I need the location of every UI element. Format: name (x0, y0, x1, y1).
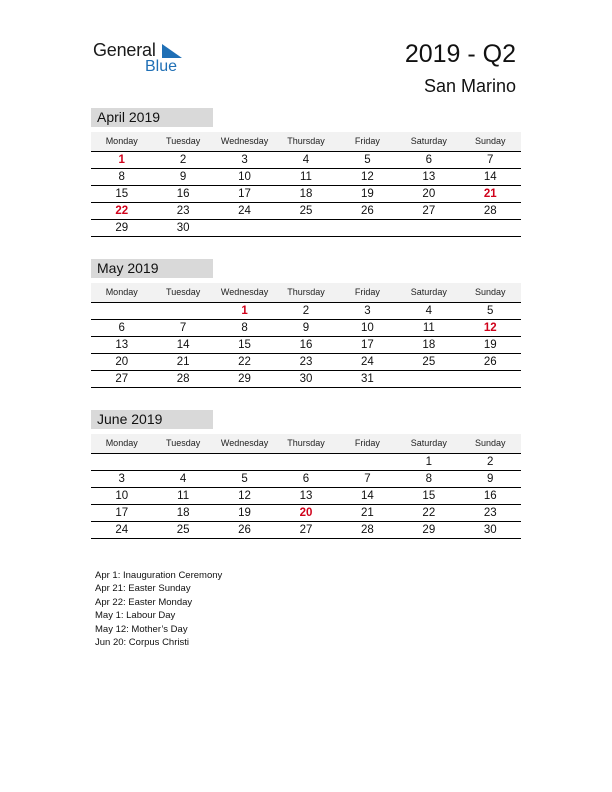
day-cell: 5 (241, 473, 248, 485)
month-title: June 2019 (91, 410, 213, 429)
weekday-label: Thursday (287, 438, 325, 448)
day-cell: 28 (176, 373, 190, 385)
day-cell: 1 (425, 456, 433, 468)
day-cell: 10 (115, 490, 129, 502)
weekday-label: Saturday (410, 136, 447, 146)
holiday-day-cell: 21 (483, 188, 497, 200)
day-cell: 29 (238, 373, 251, 385)
holiday-day-cell: 1 (241, 305, 248, 317)
day-cell: 18 (299, 188, 313, 200)
weekday-label: Sunday (474, 438, 506, 448)
day-cell: 16 (299, 339, 313, 351)
day-cell: 10 (238, 171, 251, 183)
day-cell: 12 (361, 171, 374, 183)
day-cell: 19 (483, 339, 497, 351)
week-row (91, 371, 521, 388)
day-cell: 4 (179, 473, 187, 485)
day-cell: 20 (422, 188, 436, 200)
day-cell: 10 (361, 322, 374, 334)
week-row (91, 471, 521, 488)
weekday-label: Friday (354, 287, 380, 297)
day-cell (460, 371, 521, 387)
month-weeks (91, 152, 521, 237)
brand-logo (93, 40, 213, 80)
day-cell: 16 (176, 188, 190, 200)
weekday-label: Sunday (474, 136, 506, 146)
day-cell: 25 (299, 205, 313, 217)
week-row (91, 320, 521, 337)
day-cell: 7 (364, 473, 371, 485)
day-cell: 30 (176, 222, 190, 234)
day-cell: 3 (364, 305, 371, 317)
day-cell: 2 (487, 456, 494, 468)
weekday-label: Saturday (410, 438, 447, 448)
day-cell: 26 (483, 356, 497, 368)
day-cell: 18 (176, 507, 190, 519)
day-cell: 4 (425, 305, 433, 317)
month-weeks (91, 454, 521, 539)
holiday-note: Apr 21: Easter Sunday (95, 583, 191, 595)
week-row (91, 354, 521, 371)
day-cell: 9 (179, 171, 187, 183)
weekday-label: Tuesday (166, 287, 201, 297)
weekday-header (91, 434, 521, 454)
day-cell: 20 (115, 356, 129, 368)
day-cell (214, 454, 275, 470)
day-cell: 19 (361, 188, 374, 200)
weekday-label: Tuesday (166, 438, 201, 448)
day-cell (91, 303, 152, 319)
day-cell: 6 (302, 473, 310, 485)
weekday-label: Tuesday (166, 136, 201, 146)
day-cell: 27 (422, 205, 436, 217)
day-cell: 27 (115, 373, 129, 385)
day-cell: 24 (361, 356, 374, 368)
day-cell: 6 (425, 154, 433, 166)
day-cell: 25 (176, 524, 190, 536)
holiday-note: Apr 1: Inauguration Ceremony (95, 570, 223, 581)
day-cell: 3 (118, 473, 125, 485)
day-cell (275, 220, 336, 236)
day-cell: 5 (487, 305, 494, 317)
day-cell: 27 (299, 524, 313, 536)
day-cell: 16 (483, 490, 497, 502)
week-row (91, 522, 521, 539)
day-cell: 28 (483, 205, 497, 217)
week-row (91, 337, 521, 354)
day-cell: 8 (241, 322, 248, 334)
weekday-label: Saturday (410, 287, 447, 297)
day-cell: 29 (115, 222, 129, 234)
day-cell: 22 (422, 507, 436, 519)
week-row (91, 169, 521, 186)
month-june (91, 410, 521, 539)
day-cell: 9 (302, 322, 310, 334)
holiday-day-cell: 1 (118, 154, 125, 166)
day-cell: 30 (299, 373, 313, 385)
weekday-label: Sunday (474, 287, 506, 297)
day-cell: 17 (361, 339, 374, 351)
day-cell: 19 (238, 507, 251, 519)
day-cell (337, 454, 398, 470)
region-name: San Marino (423, 76, 516, 96)
page-title: 2019 - Q2 (404, 40, 516, 68)
weekday-label: Wednesday (220, 438, 269, 448)
holiday-day-cell: 20 (299, 507, 313, 519)
week-row (91, 454, 521, 471)
day-cell: 9 (487, 473, 494, 485)
day-cell: 13 (422, 171, 436, 183)
weekday-label: Wednesday (220, 287, 269, 297)
day-cell (398, 220, 459, 236)
weekday-label: Friday (354, 438, 380, 448)
weekday-header (91, 132, 521, 152)
day-cell: 11 (177, 490, 190, 502)
day-cell: 24 (238, 205, 251, 217)
day-cell: 5 (364, 154, 371, 166)
logo-word-blue: Blue (145, 58, 178, 75)
day-cell (91, 454, 152, 470)
week-row (91, 186, 521, 203)
day-cell: 4 (302, 154, 310, 166)
day-cell: 12 (238, 490, 251, 502)
week-row (91, 203, 521, 220)
day-cell (460, 220, 521, 236)
weekday-label: Thursday (287, 136, 325, 146)
month-title: April 2019 (91, 108, 213, 127)
day-cell: 26 (238, 524, 251, 536)
day-cell: 7 (179, 322, 187, 334)
day-cell: 31 (361, 373, 374, 385)
day-cell (214, 220, 275, 236)
day-cell: 14 (483, 171, 497, 183)
day-cell: 22 (238, 356, 251, 368)
holiday-note: Jun 20: Corpus Christi (95, 637, 189, 649)
weekday-label: Monday (105, 136, 138, 146)
holiday-day-cell: 22 (115, 205, 129, 217)
day-cell: 2 (302, 305, 310, 317)
day-cell (398, 371, 459, 387)
holiday-note: May 12: Mother’s Day (95, 623, 188, 635)
day-cell (337, 220, 398, 236)
holiday-notes (95, 569, 395, 649)
day-cell: 13 (299, 490, 313, 502)
day-cell: 7 (487, 154, 494, 166)
month-title: May 2019 (91, 259, 213, 278)
weekday-header (91, 283, 521, 303)
week-row (91, 488, 521, 505)
day-cell: 2 (179, 154, 187, 166)
day-cell: 8 (118, 171, 125, 183)
logo-word-general: General (93, 40, 156, 60)
day-cell: 25 (422, 356, 436, 368)
day-cell: 21 (361, 507, 374, 519)
week-row (91, 220, 521, 237)
week-row (91, 505, 521, 522)
day-cell: 28 (361, 524, 374, 536)
day-cell: 23 (299, 356, 313, 368)
month-weeks (91, 303, 521, 388)
day-cell: 30 (483, 524, 497, 536)
day-cell: 11 (422, 322, 435, 334)
day-cell: 29 (422, 524, 436, 536)
day-cell: 11 (300, 171, 312, 183)
day-cell: 17 (238, 188, 251, 200)
month-april (91, 108, 521, 237)
day-cell: 15 (238, 339, 251, 351)
day-cell: 17 (115, 507, 129, 519)
day-cell: 26 (361, 205, 374, 217)
day-cell: 6 (118, 322, 125, 334)
weekday-label: Friday (354, 136, 380, 146)
day-cell: 23 (483, 507, 497, 519)
day-cell: 15 (422, 490, 436, 502)
day-cell: 23 (176, 205, 190, 217)
weekday-label: Monday (105, 287, 138, 297)
day-cell: 8 (425, 473, 433, 485)
day-cell: 24 (115, 524, 129, 536)
weekday-label: Wednesday (220, 136, 269, 146)
day-cell: 13 (115, 339, 129, 351)
day-cell: 14 (361, 490, 374, 502)
day-cell: 15 (115, 188, 129, 200)
day-cell (275, 454, 336, 470)
day-cell (152, 454, 213, 470)
week-row (91, 303, 521, 320)
weekday-label: Monday (105, 438, 138, 448)
day-cell: 14 (176, 339, 190, 351)
weekday-label: Thursday (287, 287, 325, 297)
month-may (91, 259, 521, 388)
day-cell: 18 (422, 339, 436, 351)
day-cell (152, 303, 213, 319)
day-cell: 21 (176, 356, 190, 368)
holiday-note: Apr 22: Easter Monday (95, 596, 193, 608)
holiday-day-cell: 12 (483, 322, 497, 334)
day-cell: 3 (241, 154, 248, 166)
holiday-note: May 1: Labour Day (95, 610, 176, 622)
week-row (91, 152, 521, 169)
